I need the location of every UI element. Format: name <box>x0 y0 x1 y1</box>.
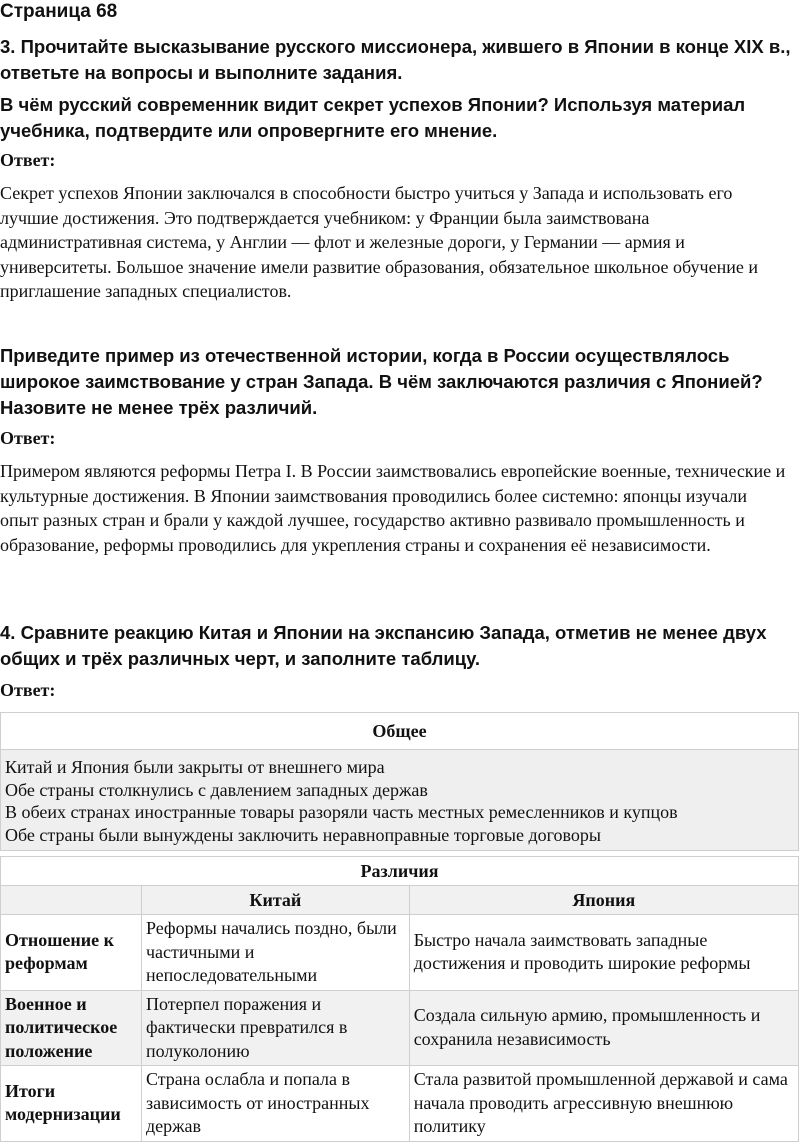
list-item: Китай и Япония были закрыты от внешнего мира <box>5 757 385 777</box>
column-header-china: Китай <box>141 886 409 915</box>
answer-text-1: Секрет успехов Японии заключался в способности быстро учиться у Запада и использовать его лучшие достижения. Это подтверждается учебником: у Франции была заимствована административная система, у Англии — флот и железные дороги, у Германии — армия и университеты. Большое значение имели развитие образования, обязательное школьное обучение и приглашение западных специалистов. <box>0 183 758 301</box>
table-row <box>1 750 799 851</box>
table-row <box>1 713 799 750</box>
task3-question-1: В чём русский современник видит секрет успехов Японии? Используя материал учебника, подтвердите или опровергните его мнение. <box>0 94 746 141</box>
table-row <box>1 915 799 991</box>
answer-label: Ответ: <box>0 680 56 700</box>
list-item: Обе страны столкнулись с давлением западных держав <box>5 779 428 800</box>
row-label: Военное и политическое положение <box>1 990 142 1066</box>
common-items-cell <box>1 750 799 851</box>
table-row <box>1 886 799 915</box>
empty-cell <box>1 886 142 915</box>
answer-label: Ответ: <box>0 150 56 170</box>
task4-heading: 4. Сравните реакцию Китая и Японии на экспансию Запада, отметив не менее двух общих и трёх различных черт, и заполните таблицу. <box>0 622 767 669</box>
page-title: Страница 68 <box>0 1 118 22</box>
list-item: В обеих странах иностранные товары разоряли часть местных ремесленников и купцов <box>5 802 678 822</box>
japan-cell: Быстро начала заимствовать западные достижения и проводить широкие реформы <box>409 915 798 991</box>
table-row <box>1 990 799 1066</box>
china-cell: Реформы начались поздно, были частичными и непоследовательными <box>141 915 409 991</box>
row-label: Отношение к реформам <box>1 915 142 991</box>
table-row <box>1 1066 799 1142</box>
table-row <box>1 857 799 886</box>
common-header: Общее <box>1 713 799 750</box>
answer-label: Ответ: <box>0 428 56 448</box>
answer-text-2: Примером являются реформы Петра I. В России заимствовались европейские военные, технические и культурные достижения. В Японии заимствования проводились более системно: японцы изучали опыт разных стран и брали у каждой лучшее, государство активно развивало промышленность и образование, реформы проводились для укрепления страны и сохранения её независимости. <box>0 461 786 555</box>
differences-table <box>0 856 799 1142</box>
list-item: Обе страны были вынуждены заключить неравноправные торговые договоры <box>5 824 602 845</box>
japan-cell: Стала развитой промышленной державой и сама начала проводить агрессивную внешнюю политику <box>409 1066 798 1142</box>
differences-header: Различия <box>1 857 799 886</box>
china-cell: Страна ослабла и попала в зависимость от иностранных держав <box>141 1066 409 1142</box>
task3-heading: 3. Прочитайте высказывание русского миссионера, жившего в Японии в конце XIX в., ответьте на вопросы и выполните задания. <box>0 36 791 83</box>
china-cell: Потерпел поражения и фактически превратился в полуколонию <box>141 990 409 1066</box>
task3-question-2: Приведите пример из отечественной истории, когда в России осуществлялось широкое заимствование у стран Запада. В чём заключаются различия с Японией? Назовите не менее трёх различий. <box>0 345 763 418</box>
column-header-japan: Япония <box>409 886 798 915</box>
row-label: Итоги модернизации <box>1 1066 142 1142</box>
japan-cell: Создала сильную армию, промышленность и сохранила независимость <box>409 990 798 1066</box>
common-table <box>0 712 799 851</box>
